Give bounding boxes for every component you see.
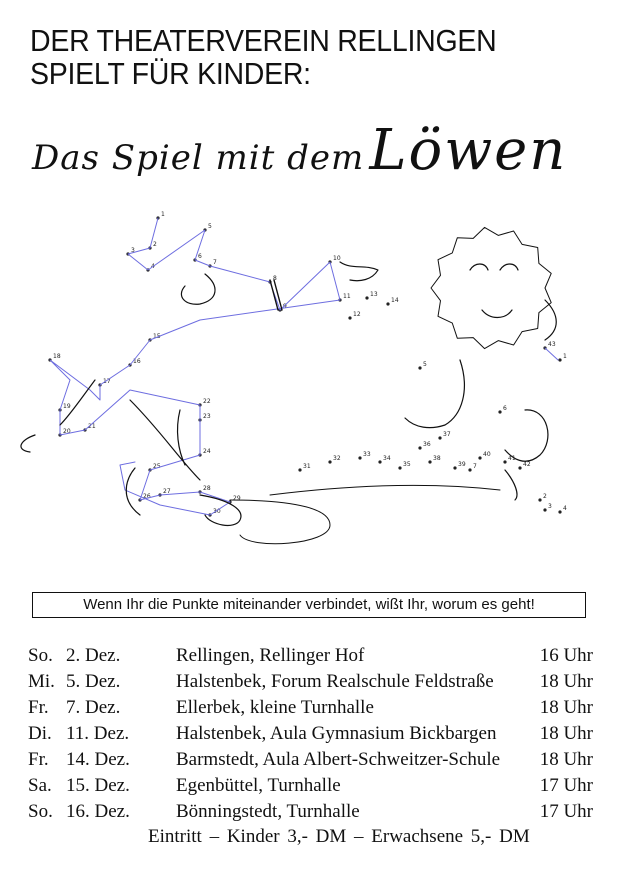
drawing-stroke (482, 310, 512, 318)
schedule-day: So. (28, 801, 53, 822)
dot-number: 26 (143, 493, 151, 500)
header-line-1: DER THEATERVEREIN RELLINGEN (30, 23, 497, 58)
drawing-stroke (431, 227, 551, 348)
schedule-date: 11. Dez. (66, 723, 130, 744)
dot-number: 24 (203, 448, 211, 455)
schedule-time: 18 Uhr (539, 697, 593, 718)
drawing-stroke (270, 485, 500, 495)
dot-number: 1 (161, 211, 165, 218)
dot-number: 7 (473, 463, 477, 470)
play-title (32, 118, 567, 183)
drawing-stroke (50, 218, 340, 515)
dot-marker (558, 358, 561, 361)
dot-marker (498, 410, 501, 413)
dot-number: 5 (423, 361, 427, 368)
schedule-day: So. (28, 645, 53, 666)
dot-number: 4 (563, 505, 567, 512)
dot-marker (453, 466, 456, 469)
schedule-time: 18 Uhr (539, 749, 593, 770)
dot-number: 9 (283, 303, 287, 310)
dot-number: 23 (203, 413, 211, 420)
dot-marker (518, 466, 521, 469)
schedule-date: 15. Dez. (66, 775, 130, 796)
schedule-day: Sa. (28, 775, 52, 796)
schedule-venue: Halstenbek, Forum Realschule Feldstraße (176, 671, 494, 692)
dot-number: 33 (363, 451, 371, 458)
schedule-row (28, 721, 593, 747)
drawing-stroke (545, 348, 558, 360)
dot-number: 30 (213, 508, 221, 515)
dot-number: 12 (353, 311, 361, 318)
drawing-stroke (505, 470, 517, 500)
dot-marker (365, 296, 368, 299)
schedule-venue: Bönningstedt, Turnhalle (176, 801, 360, 822)
dot-number: 14 (391, 297, 399, 304)
dot-number: 1 (563, 353, 567, 360)
schedule-row (28, 643, 593, 669)
schedule-row (28, 695, 593, 721)
title-part-2: Löwen (369, 118, 568, 183)
dot-number: 10 (333, 255, 341, 262)
schedule-date: 7. Dez. (66, 697, 121, 718)
dot-number: 18 (53, 353, 61, 360)
schedule-venue: Barmstedt, Aula Albert-Schweitzer-Schule (176, 749, 501, 770)
drawing-stroke (270, 280, 282, 310)
poster-header (30, 24, 496, 90)
schedule-time: 18 Uhr (539, 723, 593, 744)
drawing-stroke (181, 274, 215, 304)
schedule-date: 14. Dez. (66, 749, 130, 770)
dot-marker (348, 316, 351, 319)
dot-number: 13 (370, 291, 378, 298)
dot-number: 15 (153, 333, 161, 340)
dot-number: 29 (233, 495, 241, 502)
drawing-stroke (178, 410, 185, 465)
dot-number: 22 (203, 398, 211, 405)
schedule-date: 2. Dez. (66, 645, 121, 666)
dot-number: 17 (103, 378, 111, 385)
dot-marker (503, 460, 506, 463)
dot-number: 35 (403, 461, 411, 468)
dot-marker (428, 460, 431, 463)
schedule-day: Fr. (28, 749, 49, 770)
drawing-stroke (505, 410, 548, 461)
schedule-time: 17 Uhr (539, 775, 593, 796)
dot-number: 34 (383, 455, 391, 462)
schedule-day: Mi. (28, 671, 55, 692)
dot-number: 11 (343, 293, 351, 300)
dot-marker (438, 436, 441, 439)
dot-number: 6 (503, 405, 507, 412)
dot-marker (398, 466, 401, 469)
drawing-stroke (130, 400, 200, 480)
schedule-day: Di. (28, 723, 52, 744)
drawing-stroke (340, 262, 378, 281)
dot-marker (418, 446, 421, 449)
schedule-row (28, 669, 593, 695)
dot-number: 39 (458, 461, 466, 468)
dot-marker (358, 456, 361, 459)
dot-number: 42 (523, 461, 531, 468)
schedule-row (28, 773, 593, 799)
dot-number: 25 (153, 463, 161, 470)
dot-number: 41 (508, 455, 516, 462)
dot-number: 2 (153, 241, 157, 248)
dot-marker (478, 456, 481, 459)
dot-number: 21 (88, 423, 96, 430)
dot-number: 32 (333, 455, 341, 462)
dot-marker (538, 498, 541, 501)
schedule-venue: Ellerbek, kleine Turnhalle (176, 697, 374, 718)
dot-number: 2 (543, 493, 547, 500)
dot-number: 28 (203, 485, 211, 492)
dot-number: 19 (63, 403, 71, 410)
dot-number: 3 (131, 247, 135, 254)
schedule-venue: Halstenbek, Aula Gymnasium Bickbargen (176, 723, 497, 744)
schedule-row (28, 747, 593, 773)
schedule-time: 17 Uhr (539, 801, 593, 822)
dot-number: 27 (163, 488, 171, 495)
dot-number: 8 (273, 275, 277, 282)
dot-number: 3 (548, 503, 552, 510)
dot-marker (468, 468, 471, 471)
dot-number: 43 (548, 341, 556, 348)
dot-marker (543, 508, 546, 511)
title-part-1: Das Spiel mit dem (32, 138, 365, 178)
schedule-time: 18 Uhr (539, 671, 593, 692)
dot-number: 36 (423, 441, 431, 448)
drawing-stroke (470, 264, 518, 270)
schedule-time: 16 Uhr (539, 645, 593, 666)
header-line-2: SPIELT FÜR KINDER: (30, 56, 311, 91)
instruction-box (32, 592, 586, 618)
dot-number: 37 (443, 431, 451, 438)
dot-number: 5 (208, 223, 212, 230)
dot-marker (386, 302, 389, 305)
dot-to-dot-jester-and-lion-icon (0, 200, 620, 580)
dot-number: 20 (63, 428, 71, 435)
dot-marker (378, 460, 381, 463)
performance-schedule (28, 643, 593, 825)
drawing-stroke (230, 500, 330, 544)
dot-number: 6 (198, 253, 202, 260)
schedule-date: 5. Dez. (66, 671, 121, 692)
schedule-date: 16. Dez. (66, 801, 130, 822)
dot-number: 31 (303, 463, 311, 470)
dot-number: 16 (133, 358, 141, 365)
drawing-stroke (405, 360, 464, 428)
dot-number: 38 (433, 455, 441, 462)
dot-number: 40 (483, 451, 491, 458)
dot-number: 4 (151, 263, 155, 270)
admission-prices: Eintritt – Kinder 3,- DM – Erwachsene 5,- DM (148, 826, 530, 847)
instruction-text: Wenn Ihr die Punkte miteinander verbindet, wißt Ihr, worum es geht! (83, 596, 535, 613)
dot-marker (328, 460, 331, 463)
schedule-venue: Rellingen, Rellinger Hof (176, 645, 365, 666)
schedule-venue: Egenbüttel, Turnhalle (176, 775, 341, 796)
dot-number: 7 (213, 259, 217, 266)
dot-marker (558, 510, 561, 513)
schedule-row (28, 799, 593, 825)
dot-marker (418, 366, 421, 369)
schedule-day: Fr. (28, 697, 49, 718)
dot-marker (298, 468, 301, 471)
drawing-stroke (21, 380, 95, 452)
